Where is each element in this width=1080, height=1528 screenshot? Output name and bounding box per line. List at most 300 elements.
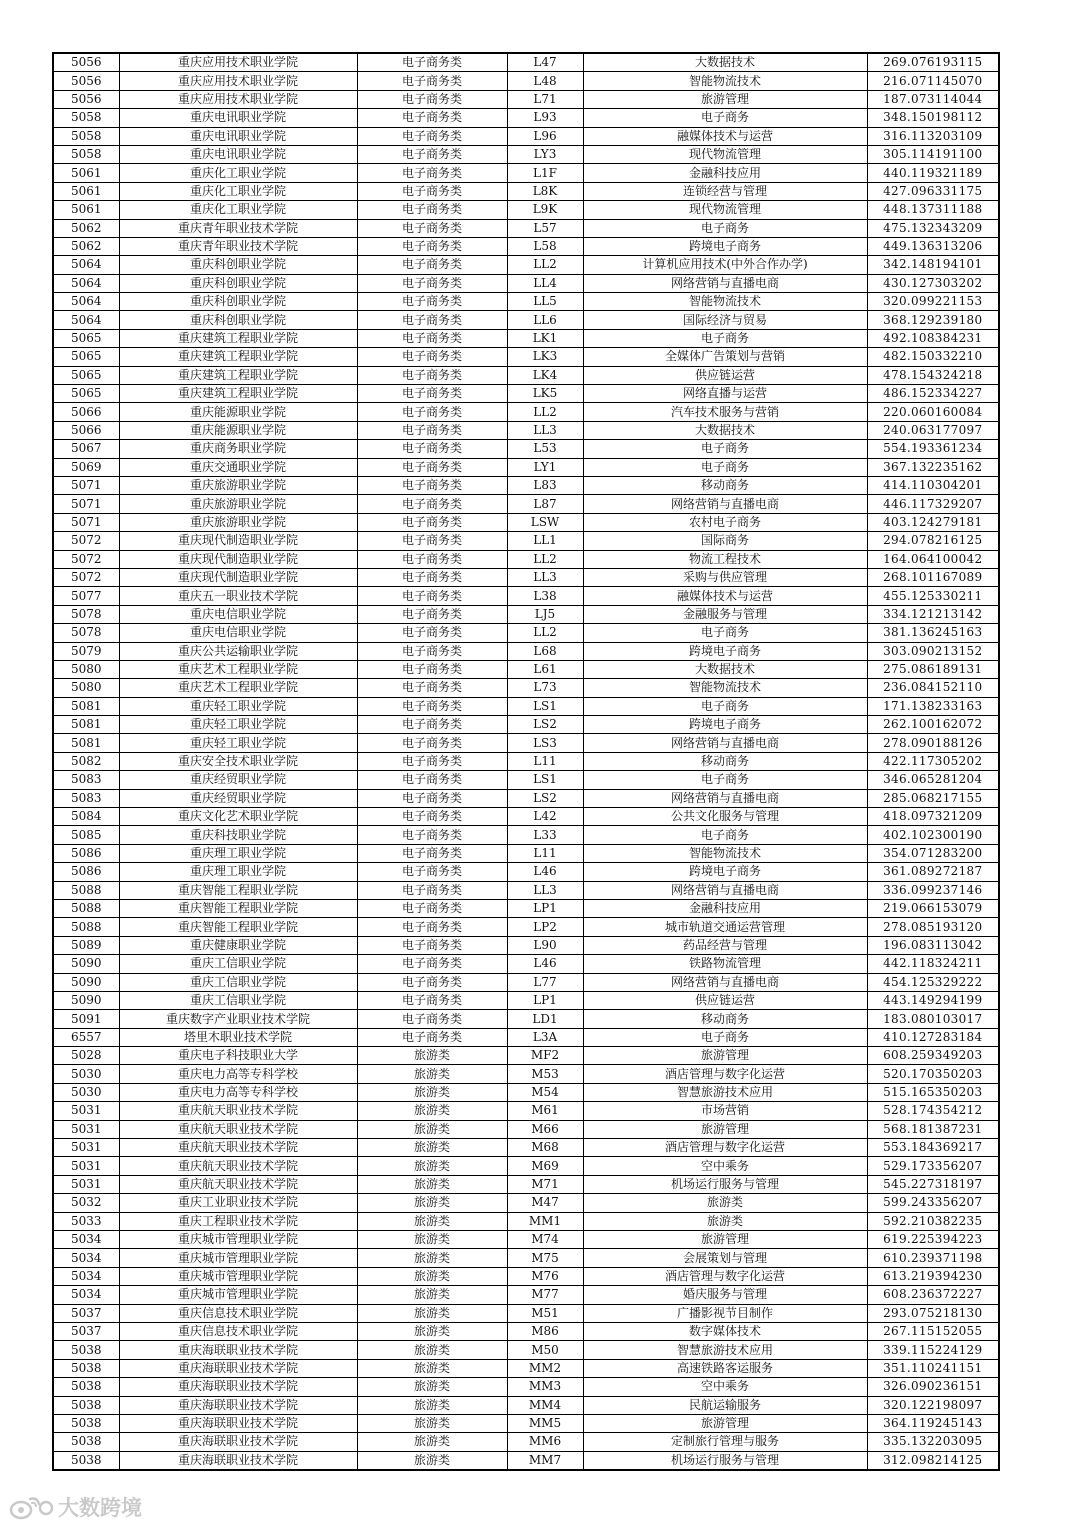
category-cell: 电子商务类: [357, 145, 507, 163]
major-code-cell: LY3: [507, 145, 583, 163]
major-code-cell: LL2: [507, 256, 583, 274]
category-cell: 电子商务类: [357, 789, 507, 807]
category-cell: 电子商务类: [357, 532, 507, 550]
category-cell: 电子商务类: [357, 899, 507, 917]
major-name-cell: 旅游管理: [583, 1047, 867, 1065]
major-code-cell: LK3: [507, 348, 583, 366]
category-cell: 电子商务类: [357, 237, 507, 255]
school-code-cell: 5064: [53, 293, 119, 311]
table-row: [53, 991, 999, 1009]
school-name-cell: 重庆电力高等专科学校: [119, 1065, 357, 1083]
table-row: [53, 385, 999, 403]
school-code-cell: 5056: [53, 53, 119, 72]
table-row: [53, 256, 999, 274]
category-cell: 电子商务类: [357, 863, 507, 881]
table-row: [53, 734, 999, 752]
category-cell: 电子商务类: [357, 164, 507, 182]
score-cell: 410.127283184: [867, 1028, 999, 1046]
category-cell: 电子商务类: [357, 440, 507, 458]
major-code-cell: M53: [507, 1065, 583, 1083]
school-name-cell: 重庆轻工职业学院: [119, 697, 357, 715]
school-name-cell: 重庆海联职业技术学院: [119, 1341, 357, 1359]
category-cell: 电子商务类: [357, 605, 507, 623]
school-code-cell: 5061: [53, 164, 119, 182]
school-code-cell: 5071: [53, 513, 119, 531]
school-name-cell: 重庆五一职业技术学院: [119, 587, 357, 605]
score-cell: 520.170350203: [867, 1065, 999, 1083]
category-cell: 电子商务类: [357, 1010, 507, 1028]
major-code-cell: LL3: [507, 568, 583, 586]
score-cell: 220.060160084: [867, 403, 999, 421]
school-name-cell: 重庆科创职业学院: [119, 293, 357, 311]
table-row: [53, 458, 999, 476]
school-name-cell: 重庆电讯职业学院: [119, 145, 357, 163]
school-code-cell: 5078: [53, 605, 119, 623]
major-name-cell: 供应链运营: [583, 366, 867, 384]
score-cell: 240.063177097: [867, 421, 999, 439]
score-cell: 454.125329222: [867, 973, 999, 991]
score-cell: 619.225394223: [867, 1231, 999, 1249]
watermark-text: 大数跨境: [58, 1496, 142, 1520]
category-cell: 电子商务类: [357, 201, 507, 219]
school-code-cell: 5066: [53, 421, 119, 439]
school-name-cell: 重庆化工职业学院: [119, 201, 357, 219]
school-name-cell: 重庆海联职业技术学院: [119, 1451, 357, 1470]
major-name-cell: 市场营销: [583, 1102, 867, 1120]
major-code-cell: LK4: [507, 366, 583, 384]
school-name-cell: 重庆经贸职业学院: [119, 789, 357, 807]
school-name-cell: 重庆信息技术职业学院: [119, 1322, 357, 1340]
category-cell: 旅游类: [357, 1139, 507, 1157]
score-cell: 236.084152110: [867, 679, 999, 697]
major-code-cell: LD1: [507, 1010, 583, 1028]
score-cell: 443.149294199: [867, 991, 999, 1009]
table-row: [53, 1212, 999, 1230]
school-name-cell: 重庆旅游职业学院: [119, 476, 357, 494]
school-name-cell: 重庆化工职业学院: [119, 164, 357, 182]
table-row: [53, 1139, 999, 1157]
school-code-cell: 6557: [53, 1028, 119, 1046]
school-name-cell: 重庆航天职业技术学院: [119, 1102, 357, 1120]
school-code-cell: 5038: [53, 1433, 119, 1451]
school-code-cell: 5083: [53, 789, 119, 807]
score-cell: 613.219394230: [867, 1267, 999, 1285]
school-code-cell: 5031: [53, 1139, 119, 1157]
major-code-cell: LK5: [507, 385, 583, 403]
school-name-cell: 重庆信息技术职业学院: [119, 1304, 357, 1322]
score-cell: 414.110304201: [867, 476, 999, 494]
category-cell: 电子商务类: [357, 844, 507, 862]
table-row: [53, 532, 999, 550]
score-cell: 529.173356207: [867, 1157, 999, 1175]
score-cell: 316.113203109: [867, 127, 999, 145]
score-cell: 515.165350203: [867, 1083, 999, 1101]
school-name-cell: 重庆智能工程职业学院: [119, 899, 357, 917]
category-cell: 电子商务类: [357, 624, 507, 642]
table-row: [53, 476, 999, 494]
major-name-cell: 智慧旅游技术应用: [583, 1083, 867, 1101]
score-cell: 351.110241151: [867, 1359, 999, 1377]
major-code-cell: L71: [507, 90, 583, 108]
major-name-cell: 全媒体广告策划与营销: [583, 348, 867, 366]
major-name-cell: 旅游管理: [583, 1231, 867, 1249]
major-name-cell: 公共文化服务与管理: [583, 808, 867, 826]
major-name-cell: 电子商务: [583, 771, 867, 789]
school-name-cell: 重庆青年职业技术学院: [119, 219, 357, 237]
school-code-cell: 5072: [53, 568, 119, 586]
table-row: [53, 1157, 999, 1175]
category-cell: 旅游类: [357, 1231, 507, 1249]
score-cell: 275.086189131: [867, 660, 999, 678]
major-name-cell: 机场运行服务与管理: [583, 1451, 867, 1470]
major-name-cell: 智能物流技术: [583, 844, 867, 862]
category-cell: 旅游类: [357, 1267, 507, 1285]
score-cell: 262.100162072: [867, 716, 999, 734]
school-code-cell: 5081: [53, 716, 119, 734]
table-row: [53, 881, 999, 899]
school-name-cell: 重庆艺术工程职业学院: [119, 679, 357, 697]
category-cell: 电子商务类: [357, 403, 507, 421]
school-code-cell: 5033: [53, 1212, 119, 1230]
school-code-cell: 5031: [53, 1157, 119, 1175]
category-cell: 电子商务类: [357, 660, 507, 678]
major-code-cell: LL2: [507, 550, 583, 568]
school-code-cell: 5064: [53, 311, 119, 329]
score-cell: 368.129239180: [867, 311, 999, 329]
school-name-cell: 重庆科创职业学院: [119, 274, 357, 292]
table-row: [53, 1378, 999, 1396]
major-code-cell: L93: [507, 109, 583, 127]
category-cell: 电子商务类: [357, 568, 507, 586]
major-name-cell: 网络营销与直播电商: [583, 881, 867, 899]
table-row: [53, 1120, 999, 1138]
table-row: [53, 1102, 999, 1120]
major-name-cell: 大数据技术: [583, 660, 867, 678]
major-code-cell: LL3: [507, 881, 583, 899]
school-name-cell: 重庆智能工程职业学院: [119, 918, 357, 936]
school-name-cell: 重庆理工职业学院: [119, 863, 357, 881]
school-code-cell: 5084: [53, 808, 119, 826]
category-cell: 旅游类: [357, 1175, 507, 1193]
score-cell: 448.137311188: [867, 201, 999, 219]
category-cell: 电子商务类: [357, 771, 507, 789]
school-code-cell: 5089: [53, 936, 119, 954]
major-name-cell: 电子商务: [583, 624, 867, 642]
score-cell: 599.243356207: [867, 1194, 999, 1212]
school-code-cell: 5091: [53, 1010, 119, 1028]
major-code-cell: M51: [507, 1304, 583, 1322]
major-code-cell: L38: [507, 587, 583, 605]
table-row: [53, 918, 999, 936]
major-code-cell: L77: [507, 973, 583, 991]
major-code-cell: L9K: [507, 201, 583, 219]
major-code-cell: L3A: [507, 1028, 583, 1046]
table-row: [53, 1010, 999, 1028]
score-cell: 418.097321209: [867, 808, 999, 826]
school-code-cell: 5078: [53, 624, 119, 642]
category-cell: 旅游类: [357, 1212, 507, 1230]
category-cell: 旅游类: [357, 1341, 507, 1359]
school-name-cell: 重庆工信职业学院: [119, 955, 357, 973]
table-row: [53, 899, 999, 917]
major-name-cell: 金融服务与管理: [583, 605, 867, 623]
major-code-cell: LL3: [507, 421, 583, 439]
major-name-cell: 电子商务: [583, 826, 867, 844]
major-code-cell: L57: [507, 219, 583, 237]
score-cell: 381.136245163: [867, 624, 999, 642]
major-name-cell: 移动商务: [583, 476, 867, 494]
score-cell: 610.239371198: [867, 1249, 999, 1267]
category-cell: 旅游类: [357, 1433, 507, 1451]
category-cell: 旅游类: [357, 1322, 507, 1340]
school-name-cell: 重庆海联职业技术学院: [119, 1433, 357, 1451]
major-name-cell: 定制旅行管理与服务: [583, 1433, 867, 1451]
major-name-cell: 旅游管理: [583, 90, 867, 108]
major-code-cell: L87: [507, 495, 583, 513]
major-code-cell: M47: [507, 1194, 583, 1212]
school-code-cell: 5038: [53, 1451, 119, 1470]
school-code-cell: 5056: [53, 72, 119, 90]
category-cell: 电子商务类: [357, 476, 507, 494]
major-name-cell: 跨境电子商务: [583, 863, 867, 881]
school-code-cell: 5038: [53, 1378, 119, 1396]
table-row: [53, 1194, 999, 1212]
table-body: [53, 53, 999, 1470]
school-name-cell: 重庆建筑工程职业学院: [119, 366, 357, 384]
major-code-cell: LS2: [507, 789, 583, 807]
table-row: [53, 660, 999, 678]
score-cell: 326.090236151: [867, 1378, 999, 1396]
category-cell: 电子商务类: [357, 329, 507, 347]
score-cell: 492.108384231: [867, 329, 999, 347]
school-name-cell: 重庆现代制造职业学院: [119, 532, 357, 550]
table-row: [53, 72, 999, 90]
score-cell: 553.184369217: [867, 1139, 999, 1157]
school-code-cell: 5071: [53, 495, 119, 513]
score-cell: 293.075218130: [867, 1304, 999, 1322]
major-code-cell: LY1: [507, 458, 583, 476]
school-name-cell: 重庆建筑工程职业学院: [119, 385, 357, 403]
score-cell: 334.121213142: [867, 605, 999, 623]
major-name-cell: 金融科技应用: [583, 164, 867, 182]
score-cell: 342.148194101: [867, 256, 999, 274]
major-code-cell: M71: [507, 1175, 583, 1193]
score-cell: 269.076193115: [867, 53, 999, 72]
major-code-cell: LL2: [507, 403, 583, 421]
school-name-cell: 重庆电信职业学院: [119, 624, 357, 642]
score-cell: 608.259349203: [867, 1047, 999, 1065]
school-code-cell: 5064: [53, 256, 119, 274]
score-cell: 320.099221153: [867, 293, 999, 311]
table-row: [53, 109, 999, 127]
school-code-cell: 5086: [53, 844, 119, 862]
score-cell: 336.099237146: [867, 881, 999, 899]
category-cell: 电子商务类: [357, 127, 507, 145]
table-row: [53, 127, 999, 145]
category-cell: 旅游类: [357, 1065, 507, 1083]
category-cell: 旅游类: [357, 1083, 507, 1101]
major-name-cell: 旅游类: [583, 1194, 867, 1212]
school-code-cell: 5058: [53, 109, 119, 127]
school-name-cell: 重庆电子科技职业大学: [119, 1047, 357, 1065]
table-row: [53, 1414, 999, 1432]
table-row: [53, 679, 999, 697]
table-row: [53, 164, 999, 182]
category-cell: 电子商务类: [357, 955, 507, 973]
school-code-cell: 5058: [53, 127, 119, 145]
school-name-cell: 重庆青年职业技术学院: [119, 237, 357, 255]
major-code-cell: L58: [507, 237, 583, 255]
school-name-cell: 重庆科创职业学院: [119, 311, 357, 329]
table-row: [53, 1433, 999, 1451]
table-row: [53, 716, 999, 734]
major-name-cell: 婚庆服务与管理: [583, 1286, 867, 1304]
major-name-cell: 药品经营与管理: [583, 936, 867, 954]
major-name-cell: 网络营销与直播电商: [583, 274, 867, 292]
major-code-cell: M75: [507, 1249, 583, 1267]
school-code-cell: 5088: [53, 881, 119, 899]
category-cell: 电子商务类: [357, 808, 507, 826]
major-code-cell: L1F: [507, 164, 583, 182]
table-row: [53, 973, 999, 991]
school-code-cell: 5065: [53, 348, 119, 366]
major-code-cell: L68: [507, 642, 583, 660]
major-name-cell: 网络营销与直播电商: [583, 734, 867, 752]
table-row: [53, 808, 999, 826]
major-name-cell: 空中乘务: [583, 1378, 867, 1396]
school-code-cell: 5066: [53, 403, 119, 421]
table-row: [53, 201, 999, 219]
major-code-cell: MM7: [507, 1451, 583, 1470]
category-cell: 旅游类: [357, 1157, 507, 1175]
category-cell: 电子商务类: [357, 458, 507, 476]
major-code-cell: L83: [507, 476, 583, 494]
major-name-cell: 智能物流技术: [583, 293, 867, 311]
school-name-cell: 重庆科创职业学院: [119, 256, 357, 274]
major-name-cell: 农村电子商务: [583, 513, 867, 531]
school-code-cell: 5061: [53, 182, 119, 200]
school-code-cell: 5081: [53, 697, 119, 715]
table-row: [53, 311, 999, 329]
school-name-cell: 重庆电力高等专科学校: [119, 1083, 357, 1101]
category-cell: 电子商务类: [357, 973, 507, 991]
major-name-cell: 现代物流管理: [583, 201, 867, 219]
major-name-cell: 采购与供应管理: [583, 568, 867, 586]
table-row: [53, 182, 999, 200]
major-code-cell: MM5: [507, 1414, 583, 1432]
major-code-cell: LL4: [507, 274, 583, 292]
score-cell: 440.119321189: [867, 164, 999, 182]
category-cell: 电子商务类: [357, 716, 507, 734]
major-code-cell: L61: [507, 660, 583, 678]
major-name-cell: 电子商务: [583, 219, 867, 237]
major-name-cell: 网络营销与直播电商: [583, 495, 867, 513]
major-code-cell: L8K: [507, 182, 583, 200]
category-cell: 电子商务类: [357, 918, 507, 936]
major-code-cell: LL1: [507, 532, 583, 550]
table-row: [53, 1286, 999, 1304]
category-cell: 电子商务类: [357, 513, 507, 531]
school-name-cell: 塔里木职业技术学院: [119, 1028, 357, 1046]
major-name-cell: 酒店管理与数字化运营: [583, 1267, 867, 1285]
school-code-cell: 5032: [53, 1194, 119, 1212]
table-row: [53, 329, 999, 347]
score-cell: 592.210382235: [867, 1212, 999, 1230]
major-name-cell: 融媒体技术与运营: [583, 127, 867, 145]
score-cell: 216.071145070: [867, 72, 999, 90]
category-cell: 电子商务类: [357, 72, 507, 90]
school-name-cell: 重庆电讯职业学院: [119, 109, 357, 127]
major-code-cell: L33: [507, 826, 583, 844]
school-name-cell: 重庆科技职业学院: [119, 826, 357, 844]
major-name-cell: 大数据技术: [583, 421, 867, 439]
school-code-cell: 5072: [53, 532, 119, 550]
major-name-cell: 旅游管理: [583, 1120, 867, 1138]
category-cell: 电子商务类: [357, 1028, 507, 1046]
major-code-cell: M50: [507, 1341, 583, 1359]
major-name-cell: 机场运行服务与管理: [583, 1175, 867, 1193]
score-cell: 278.085193120: [867, 918, 999, 936]
school-name-cell: 重庆海联职业技术学院: [119, 1359, 357, 1377]
score-cell: 348.150198112: [867, 109, 999, 127]
table-row: [53, 1083, 999, 1101]
major-name-cell: 网络营销与直播电商: [583, 789, 867, 807]
major-name-cell: 智慧旅游技术应用: [583, 1341, 867, 1359]
major-code-cell: M61: [507, 1102, 583, 1120]
school-code-cell: 5028: [53, 1047, 119, 1065]
school-name-cell: 重庆工程职业技术学院: [119, 1212, 357, 1230]
major-name-cell: 国际商务: [583, 532, 867, 550]
major-code-cell: LP1: [507, 991, 583, 1009]
score-cell: 339.115224129: [867, 1341, 999, 1359]
major-name-cell: 会展策划与管理: [583, 1249, 867, 1267]
score-cell: 312.098214125: [867, 1451, 999, 1470]
score-cell: 196.083113042: [867, 936, 999, 954]
table-row: [53, 624, 999, 642]
school-code-cell: 5034: [53, 1286, 119, 1304]
major-code-cell: MM1: [507, 1212, 583, 1230]
major-code-cell: L11: [507, 844, 583, 862]
score-cell: 486.152334227: [867, 385, 999, 403]
table-row: [53, 348, 999, 366]
table-row: [53, 955, 999, 973]
school-name-cell: 重庆海联职业技术学院: [119, 1414, 357, 1432]
school-name-cell: 重庆建筑工程职业学院: [119, 348, 357, 366]
category-cell: 旅游类: [357, 1120, 507, 1138]
score-cell: 455.125330211: [867, 587, 999, 605]
major-name-cell: 电子商务: [583, 329, 867, 347]
score-cell: 219.066153079: [867, 899, 999, 917]
school-code-cell: 5034: [53, 1249, 119, 1267]
major-name-cell: 电子商务: [583, 697, 867, 715]
major-code-cell: LS1: [507, 697, 583, 715]
school-name-cell: 重庆理工职业学院: [119, 844, 357, 862]
major-code-cell: LS2: [507, 716, 583, 734]
category-cell: 电子商务类: [357, 293, 507, 311]
school-code-cell: 5038: [53, 1414, 119, 1432]
major-name-cell: 数字媒体技术: [583, 1322, 867, 1340]
major-name-cell: 酒店管理与数字化运营: [583, 1065, 867, 1083]
table-row: [53, 1028, 999, 1046]
major-name-cell: 电子商务: [583, 1028, 867, 1046]
school-code-cell: 5030: [53, 1083, 119, 1101]
school-code-cell: 5085: [53, 826, 119, 844]
table-row: [53, 1249, 999, 1267]
major-name-cell: 大数据技术: [583, 53, 867, 72]
school-code-cell: 5030: [53, 1065, 119, 1083]
major-code-cell: L73: [507, 679, 583, 697]
school-name-cell: 重庆城市管理职业学院: [119, 1231, 357, 1249]
